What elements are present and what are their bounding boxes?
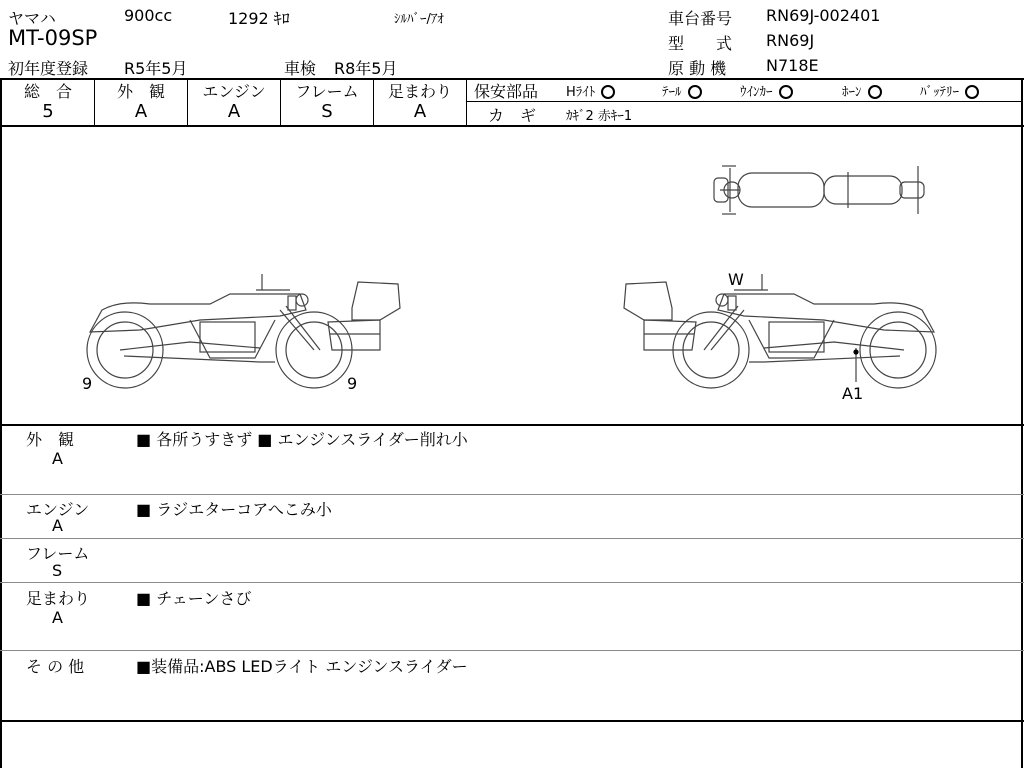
divider (0, 538, 1024, 539)
damage-mark-w: W (728, 270, 744, 289)
grade-suspension: A (413, 101, 427, 122)
grade-total: 5 (42, 101, 54, 122)
divider (0, 424, 1024, 426)
note-grade-frame: S (52, 561, 63, 580)
safety-item-taillight (662, 81, 702, 100)
safety-item-label: ﾊﾞｯﾃﾘｰ (920, 85, 959, 100)
registration-value: R5年5月 (124, 59, 188, 78)
frame-number-value: RN69J-002401 (766, 6, 881, 25)
damage-mark-a1: A1 (842, 384, 864, 403)
maker: ヤマハ (8, 9, 56, 28)
bike-top-view (700, 160, 950, 220)
color: ｼﾙﾊﾞｰ/ｱｵ (394, 12, 444, 27)
ok-circle-icon (965, 85, 979, 99)
ok-circle-icon (868, 85, 882, 99)
frame-number-label: 車台番号 (668, 9, 733, 28)
note-label-engine: エンジン (26, 500, 90, 519)
grade-header-frame: フレーム (295, 82, 359, 101)
inspection-value: R8年5月 (334, 59, 398, 78)
mileage: 1292 ｷﾛ (228, 9, 290, 28)
note-label-suspension: 足まわり (26, 589, 91, 608)
grade-header-total: 総 合 (23, 82, 72, 101)
safety-item-horn (842, 81, 882, 100)
grade-exterior: A (134, 101, 148, 122)
divider (0, 720, 1024, 722)
ok-circle-icon (601, 85, 615, 99)
displacement: 900cc (124, 6, 173, 25)
note-label-other: そ の 他 (26, 657, 85, 676)
bike-right-side-view (616, 270, 946, 390)
ok-circle-icon (779, 85, 793, 99)
grade-header-engine: エンジン (202, 82, 266, 101)
inspection-label: 車検 (284, 59, 317, 78)
type-value: RN69J (766, 31, 815, 50)
safety-item-winker (740, 81, 793, 100)
grade-header-suspension: 足まわり (387, 82, 452, 101)
damage-mark-left-front: 9 (82, 374, 93, 393)
note-text-exterior: ■ 各所うすきず ■ エンジンスライダー削れ小 (136, 430, 468, 449)
divider (467, 101, 1023, 102)
grade-frame: S (321, 101, 333, 122)
safety-item-label: ﾎｰﾝ (842, 85, 862, 100)
key-label: カ ギ (488, 106, 537, 125)
safety-item-label: ﾃｰﾙ (662, 85, 682, 100)
engine-model-value: N718E (766, 56, 819, 75)
safety-item-label: ｳｲﾝｶｰ (740, 85, 773, 100)
divider (0, 650, 1024, 651)
right-border (1021, 78, 1023, 768)
note-grade-suspension: A (52, 608, 63, 627)
note-text-suspension: ■ チェーンさび (136, 589, 252, 608)
grade-header-exterior: 外 観 (116, 82, 165, 101)
type-label: 型 式 (668, 34, 733, 53)
note-label-exterior: 外 観 (26, 430, 75, 449)
note-label-frame: フレーム (26, 544, 90, 563)
safety-item-label: Hﾗｲﾄ (566, 85, 596, 100)
note-text-other: ■装備品:ABS LEDライト エンジンスライダー (136, 657, 468, 676)
registration-label: 初年度登録 (8, 59, 89, 78)
bike-left-side-view (80, 270, 410, 390)
grade-engine: A (227, 101, 241, 122)
note-grade-exterior: A (52, 449, 63, 468)
safety-item-headlight (566, 81, 615, 100)
ok-circle-icon (688, 85, 702, 99)
safety-label: 保安部品 (474, 82, 539, 101)
divider (0, 494, 1024, 495)
key-value: ｶｷﾞ2 赤ｷｰ1 (566, 109, 633, 124)
safety-item-battery (920, 81, 979, 100)
note-text-engine: ■ ラジエターコアへこみ小 (136, 500, 332, 519)
left-border (0, 78, 2, 768)
divider (0, 582, 1024, 583)
model-name: MT-09SP (8, 26, 98, 50)
note-grade-engine: A (52, 516, 63, 535)
engine-model-label: 原 動 機 (668, 59, 727, 78)
damage-mark-left-rear: 9 (347, 374, 358, 393)
